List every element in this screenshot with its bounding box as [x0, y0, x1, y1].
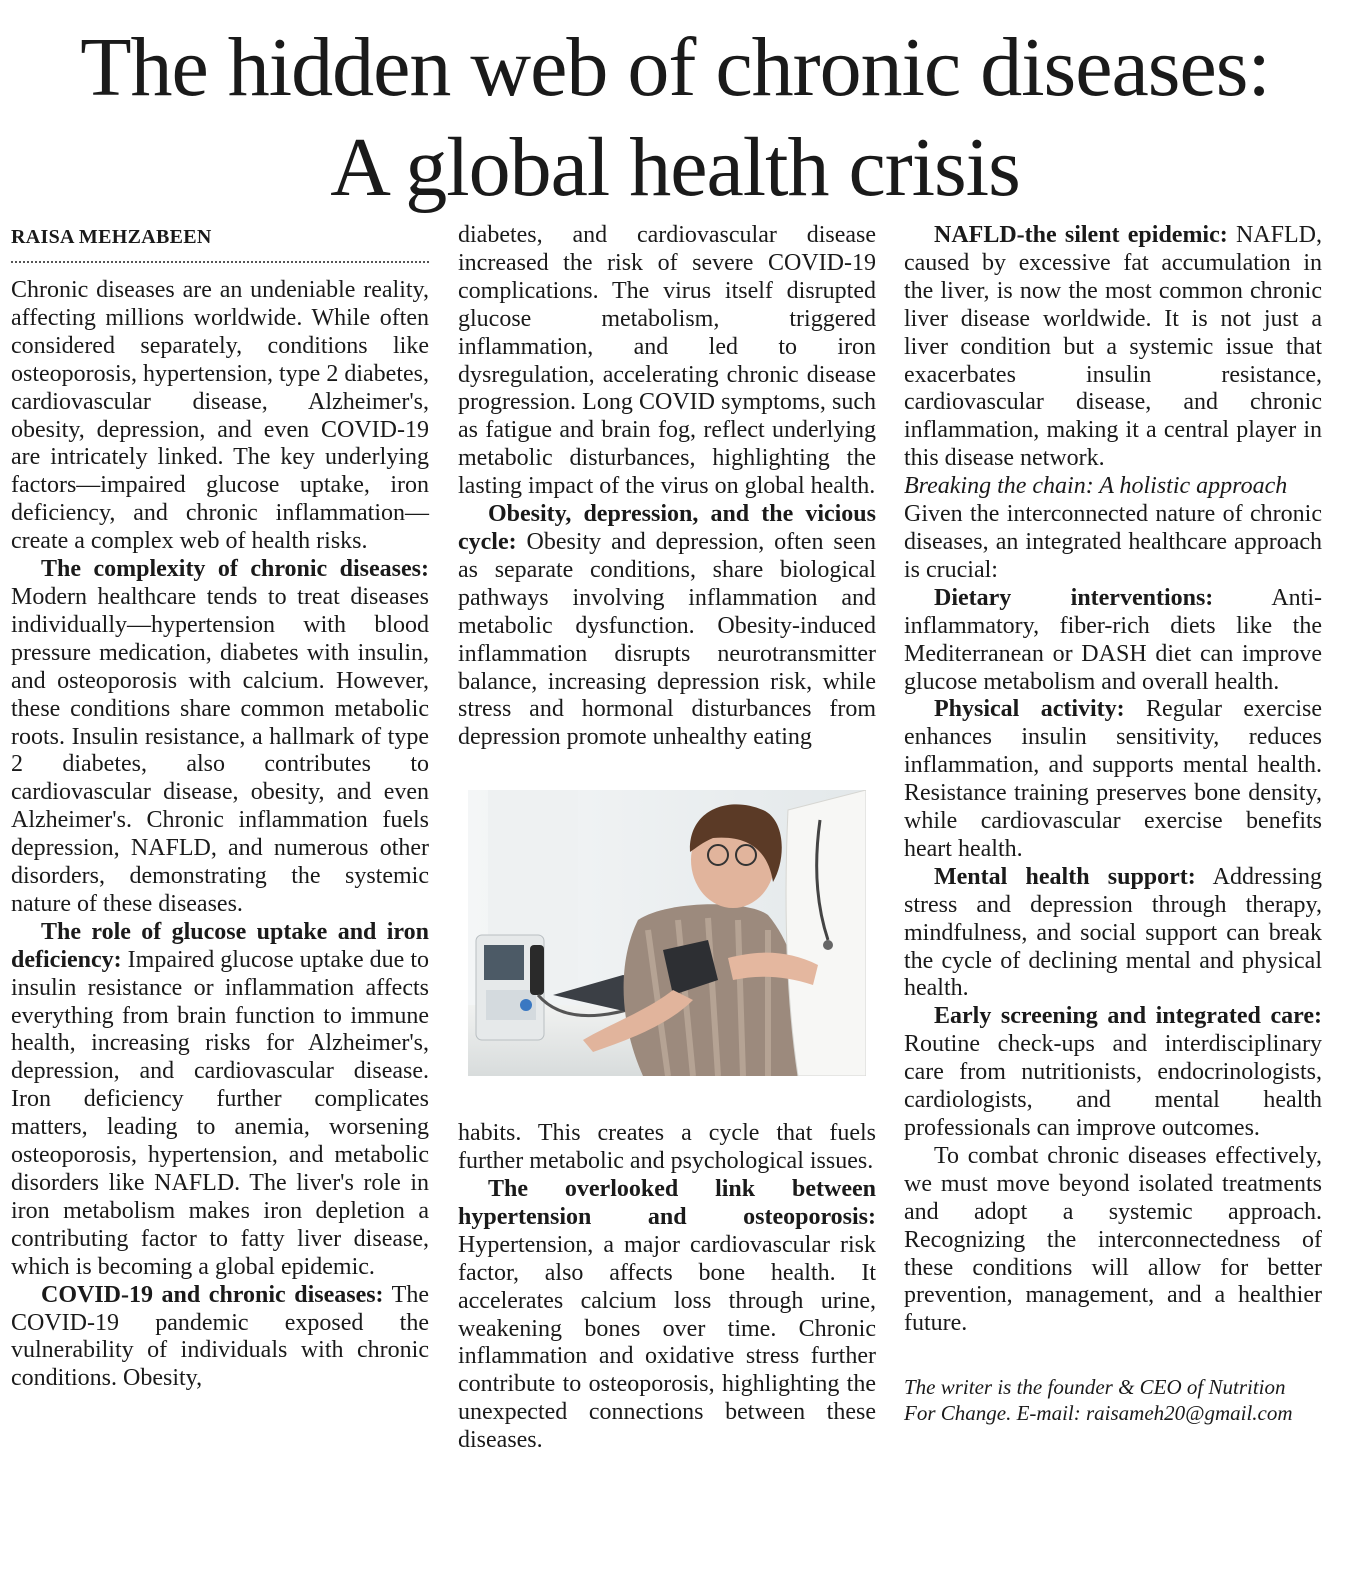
column-1 — [11, 222, 429, 1393]
byline: RAISA MEHZABEEN — [11, 226, 212, 248]
section-heading: The overlooked link between hypertension and osteoporosis: — [458, 1176, 876, 1230]
paragraph: diabetes, and cardiovascular disease increased the risk of severe COVID-19 complications. The virus itself disrupted glucose metabolism, triggered inflammation, and led to iron dysregulation, accelerating chronic disease progression. Long COVID symptoms, such as fatigue and brain fog, reflect underlying metabolic disturbances, highlighting the lasting impact of the virus on global health. — [458, 222, 876, 500]
section-heading: The role of glucose uptake and iron deficiency: — [11, 918, 429, 973]
blood-pressure-photo — [468, 790, 866, 1076]
section-heading: Mental health support: — [934, 863, 1196, 890]
author-footnote: The writer is the founder & CEO of Nutrition For Change. E-mail: raisameh20@gmail.com — [904, 1375, 1293, 1426]
section-heading: NAFLD-the silent epidemic: — [934, 222, 1228, 248]
section-heading: Early screening and integrated care: — [934, 1003, 1322, 1030]
paragraph: Chronic diseases are an undeniable reality, affecting millions worldwide. While often considered separately, conditions like osteoporosis, hypertension, type 2 diabetes, cardiovascular disease, Alzheimer's, obesity, depression, and even COVID-19 are intricately linked. The key underlying factors—impaired glucose uptake, iron deficiency, and chronic inflammation—create a complex web of health risks. — [11, 277, 429, 555]
byline-divider — [11, 261, 429, 263]
section-heading: The complexity of chronic diseases: — [41, 556, 429, 583]
paragraph: Obesity, depression, and the vicious cycle: Obesity and depression, often seen as separate conditions, share biological pathways involving inflammation and metabolic dysfunction. Obesity-induced inflammation disrupts neurotransmitter balance, increasing depression risk, while stress and hormonal disturbances from depression promote unhealthy eating — [458, 501, 876, 751]
paragraph: Given the interconnected nature of chronic diseases, an integrated healthcare approach is crucial: — [904, 501, 1322, 583]
column-2 — [458, 222, 876, 1455]
paragraph: Dietary interventions: Anti-inflammatory, fiber-rich diets like the Mediterranean or DASH diet can improve glucose metabolism and overall health. — [904, 584, 1322, 695]
paragraph: The overlooked link between hypertension and osteoporosis: Hypertension, a major cardiovascular risk factor, also affects bone health. It accelerates calcium loss through urine, weakening bones over time. Chronic inflammation and oxidative stress further contribute to osteoporosis, highlighting the unexpected connections between these diseases. — [458, 1176, 876, 1454]
headline-line-1: The hidden web of chronic diseases: — [80, 21, 1270, 114]
paragraph: NAFLD-the silent epidemic: NAFLD, caused by excessive fat accumulation in the liver, is now the most common chronic liver disease worldwide. It is not just a liver condition but a systemic issue that exacerbates insulin resistance, cardiovascular disease, and chronic inflammation, making it a central player in this disease network. — [904, 222, 1322, 472]
section-heading: Dietary interventions: — [934, 584, 1214, 611]
paragraph: Mental health support: Addressing stress and depression through therapy, mindfulness, and social support can break the cycle of declining mental and physical health. — [904, 863, 1322, 1002]
section-heading: COVID-19 and chronic diseases: — [41, 1281, 384, 1308]
headline-line-2: A global health crisis — [330, 121, 1020, 214]
paragraph: habits. This creates a cycle that fuels further metabolic and psychological issues. — [458, 1120, 876, 1175]
column-3 — [904, 222, 1322, 1426]
paragraph: To combat chronic diseases effectively, we must move beyond isolated treatments and adopt a systemic approach. Recognizing the interconnectedness of these conditions will allow for better prevention, management, and a healthier future. — [904, 1142, 1322, 1337]
headline — [0, 18, 1350, 218]
subheading: Breaking the chain: A holistic approach — [904, 473, 1288, 500]
paragraph: The complexity of chronic diseases: Modern healthcare tends to treat diseases individually—hypertension with blood pressure medication, diabetes with insulin, and osteoporosis with calcium. However, these conditions share common metabolic roots. Insulin resistance, a hallmark of type 2 diabetes, also contributes to cardiovascular disease, obesity, and even Alzheimer's. Chronic inflammation fuels depression, NAFLD, and numerous other disorders, demonstrating the systemic nature of these diseases. — [11, 556, 429, 917]
article-photo — [468, 790, 866, 1076]
section-heading: Physical activity: — [934, 696, 1125, 723]
paragraph: Early screening and integrated care: Routine check-ups and interdisciplinary care from nutritionists, endocrinologists, cardiologists, and mental health professionals can improve outcomes. — [904, 1003, 1322, 1141]
section-heading: Obesity, depression, and the vicious cycle: — [458, 501, 876, 555]
paragraph: COVID-19 and chronic diseases: The COVID-19 pandemic exposed the vulnerability of individuals with chronic conditions. Obesity, — [11, 1281, 429, 1392]
paragraph: Physical activity: Regular exercise enhances insulin sensitivity, reduces inflammation, and supports mental health. Resistance training preserves bone density, while cardiovascular exercise benefits heart health. — [904, 696, 1322, 862]
paragraph: The role of glucose uptake and iron deficiency: Impaired glucose uptake due to insulin resistance or inflammation affects everything from brain function to immune health, increasing risks for Alzheimer's, depression, and cardiovascular disease. Iron deficiency further complicates matters, leading to anemia, worsening osteoporosis, hypertension, and metabolic disorders like NAFLD. The liver's role in iron metabolism makes iron depletion a contributing factor to fatty liver disease, which is becoming a global epidemic. — [11, 918, 429, 1280]
